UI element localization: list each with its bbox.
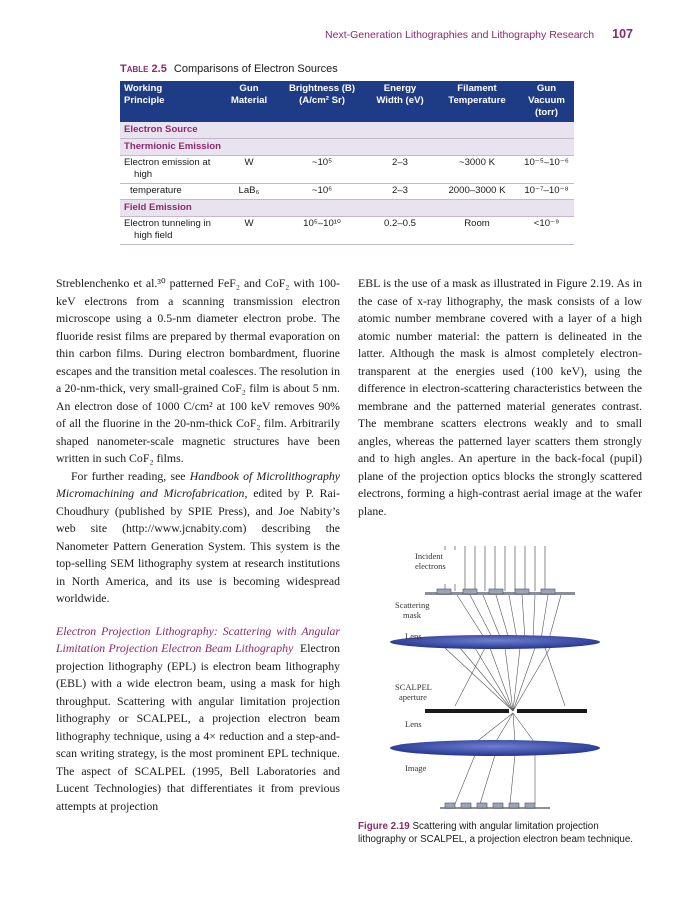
section-electron-source: Electron Source — [120, 122, 574, 139]
header-brightness: Brightness (B) (A/cm² Sr) — [279, 81, 365, 122]
label-scattering: Scattering — [395, 600, 430, 610]
cell-brightness: ~10⁵ — [279, 156, 365, 184]
cell-material: W — [219, 156, 279, 184]
paragraph-further-reading: For further reading, see Handbook of Microlithography Micromachining and Microfabrication, edited by P. Rai-Choudhury (published by SPIE Press), and Joe Nabity’s web site (http://www.jcnabity.com) describing the Nanometer Pattern Generation System. This system is the top-selling SEM lithography system at research institutions in North America, and its use is becoming widespread worldwide. — [56, 468, 340, 605]
scalpel-aperture — [425, 709, 587, 713]
rays-to-image — [455, 755, 535, 804]
table-header-row — [120, 81, 574, 122]
cell-brightness: ~10⁶ — [279, 184, 365, 200]
table-row — [120, 156, 574, 184]
section-field-emission: Field Emission — [120, 200, 574, 217]
label-aperture: aperture — [399, 692, 427, 702]
rays-to-lens — [457, 595, 561, 639]
cell-material: W — [219, 217, 279, 245]
cell-temperature: Room — [435, 217, 519, 245]
figure-caption-text: Scattering with angular limitation projection lithography or SCALPEL, a projection electron beam technique. — [358, 821, 634, 845]
cell-energy: 2–3 — [365, 156, 435, 184]
cell-brightness: 10⁵–10¹⁰ — [279, 217, 365, 245]
lens-2 — [390, 740, 600, 756]
header-gun-vacuum: Gun Vacuum (torr) — [519, 81, 574, 122]
header-energy-width: Energy Width (eV) — [365, 81, 435, 122]
cell-vacuum: 10⁻⁵–10⁻⁶ — [519, 156, 574, 184]
header-filament-temperature: Filament Temperature — [435, 81, 519, 122]
cell-material: LaB₆ — [219, 184, 279, 200]
header-gun-material: Gun Material — [219, 81, 279, 122]
label-electrons: electrons — [415, 561, 446, 571]
page-number: 107 — [612, 27, 633, 41]
label-image: Image — [405, 763, 427, 773]
figure-label: Figure 2.19 — [358, 821, 410, 832]
label-lens-2: Lens — [405, 719, 422, 729]
paragraph-epl: Electron Projection Lithography: Scattering with Angular Limitation Projection Electron Beam Lithography Electron projection lithography (EPL) is electron beam lithography (EBL) with a wide electron beam, using a mask for high throughput. Scattering with angular limitation projection lithography or SCALPEL, a projection electron beam lithography technique, using a 4× reduction and a step-and-scan writing strategy, is the most prominent EPL technique. The aspect of SCALPEL (1995, Bell Laboratories and Lucent Technologies) that differentiates it from previous attempts at projection — [56, 623, 340, 813]
rays-to-aperture — [445, 648, 565, 711]
scattering-mask — [425, 589, 575, 595]
paragraph-streblenchenko: Streblenchenko et al.³⁰ patterned FeF₂ and CoF₂ with 100-keV electrons from a scanning transmission electron microscope using a 0.5-nm diameter electron probe. The fluoride resist films are prepared by thermal evaporation on thin carbon films. During electron bombardment, fluorine escapes and the transition metal coalesces. The resolution in a 20-nm-thick, very small-grained CoF₂ film is about 5 nm. An electron dose of 1000 C/cm² at 100 keV removes 90% of all the fluorine in the 20-nm-thick CoF₂ film. Arbitrarily shaped nanometer-scale magnetic structures have been written in such CoF₂ films. — [56, 276, 340, 465]
cell-vacuum: <10⁻⁹ — [519, 217, 574, 245]
cell-temperature: 2000–3000 K — [435, 184, 519, 200]
rays-to-lens-2 — [475, 713, 535, 743]
section-thermionic-emission: Thermionic Emission — [120, 139, 574, 156]
book-title: Handbook of Microlithography Micromachining and Microfabrication — [56, 468, 340, 500]
cell-vacuum: 10⁻⁷–10⁻⁸ — [519, 184, 574, 200]
label-scalpel: SCALPEL — [395, 682, 432, 692]
label-mask: mask — [403, 610, 421, 620]
scalpel-figure — [385, 546, 615, 846]
cell-principle: Electron emission at high — [120, 156, 219, 184]
running-head — [325, 27, 633, 41]
table-label: Table 2.5 — [120, 63, 167, 75]
cell-principle: Electron tunneling in high field — [120, 217, 219, 245]
section-heading-epl: Electron Projection Lithography: Scattering with Angular Limitation Projection Electron Beam Lithography — [56, 623, 340, 655]
table-row — [120, 184, 574, 200]
cell-energy: 2–3 — [365, 184, 435, 200]
left-column — [56, 275, 340, 815]
figure-caption — [358, 821, 634, 846]
cell-principle: temperature — [120, 184, 219, 200]
cell-energy: 0.2–0.5 — [365, 217, 435, 245]
table-caption — [120, 63, 338, 75]
electron-sources-table — [120, 81, 574, 245]
running-head-title: Next-Generation Lithographies and Lithography Research — [325, 29, 595, 41]
table-row — [120, 217, 574, 245]
right-column — [358, 275, 642, 520]
cell-temperature: ~3000 K — [435, 156, 519, 184]
paragraph-ebl-mask: EBL is the use of a mask as illustrated in Figure 2.19. As in the case of x-ray lithography, the mask consists of a low atomic number membrane covered with a layer of a high atomic number material: the pattern is delineated in the latter. Although the mask is almost completely electron-transparent at the energies used (100 keV), using the difference in electron-scattering characteristics between the membrane and the patterned material generates contrast. The membrane scatters electrons weakly and to small angles, whereas the patterned layer scatters them strongly and to high angles. An aperture in the back-focal (pupil) plane of the projection optics blocks the strongly scattered electrons, forming a high-contrast aerial image at the wafer plane. — [358, 276, 642, 518]
incident-rays — [445, 546, 545, 591]
table-title: Comparisons of Electron Sources — [173, 63, 338, 75]
header-working-principle: Working Principle — [120, 81, 219, 122]
image-plane — [440, 803, 550, 809]
label-lens-1: Lens — [405, 631, 422, 641]
label-incident: Incident — [415, 551, 443, 561]
